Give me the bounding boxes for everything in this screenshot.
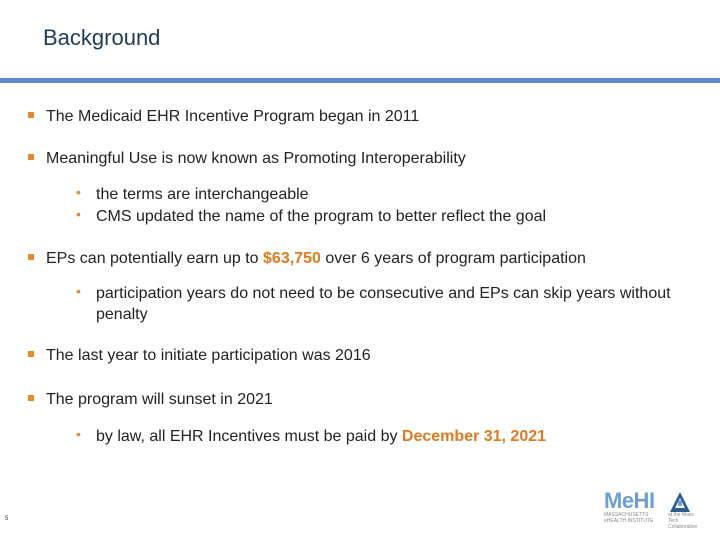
sub-bullet-text [96,426,696,447]
square-bullet-icon [28,112,34,118]
square-bullet-icon [28,351,34,357]
square-bullet-icon [28,154,34,160]
bullet-5 [28,391,273,409]
logo-partner: at the Mass Tech Collaborative [668,512,698,530]
sub-bullet [76,184,696,205]
bullet-text: EPs can potentially earn up to [46,250,264,267]
bullet-3 [28,250,586,268]
bullet-1 [28,108,419,126]
dot-bullet-icon: • [76,184,81,200]
square-bullet-icon [28,254,34,260]
mass-tech-logo-icon [668,490,692,514]
square-bullet-icon [28,395,34,401]
bullet-4 [28,347,371,365]
sub-bullet-text: participation years do not need to be consecutive and EPs can skip years without penalty [96,285,671,323]
bullet-2 [28,150,466,168]
highlight-date: December 31, 2021 [401,428,547,445]
bullet-text: over 6 years of program participation [320,250,586,267]
page-number: 5 [5,516,9,522]
bullet-text: The program will sunset in 2021 [46,391,273,408]
sub-bullet-text-part: by law, all EHR Incentives must be paid by [96,428,402,445]
bullet-text: The last year to initiate participation was 2016 [46,347,371,364]
sub-bullet-text: the terms are interchangeable [96,186,309,203]
title-divider [0,78,720,83]
logo-name: MeHI [604,488,655,513]
dot-bullet-icon: • [76,283,81,299]
sub-bullet [76,283,686,325]
mehi-logo [600,488,704,530]
sub-bullet [76,206,696,227]
sub-bullet [76,426,696,447]
bullet-text: Meaningful Use is now known as Promoting Interoperability [46,150,466,167]
sub-bullet-text: CMS updated the name of the program to better reflect the goal [96,208,547,225]
slide-title: Background [43,25,161,50]
highlight-amount: $63,750 [263,250,321,267]
dot-bullet-icon: • [76,426,81,442]
dot-bullet-icon: • [76,206,81,222]
bullet-text: The Medicaid EHR Incentive Program began in 2011 [46,108,420,125]
logo-tagline: MASSACHUSETTS eHEALTH INSTITUTE [604,512,654,524]
